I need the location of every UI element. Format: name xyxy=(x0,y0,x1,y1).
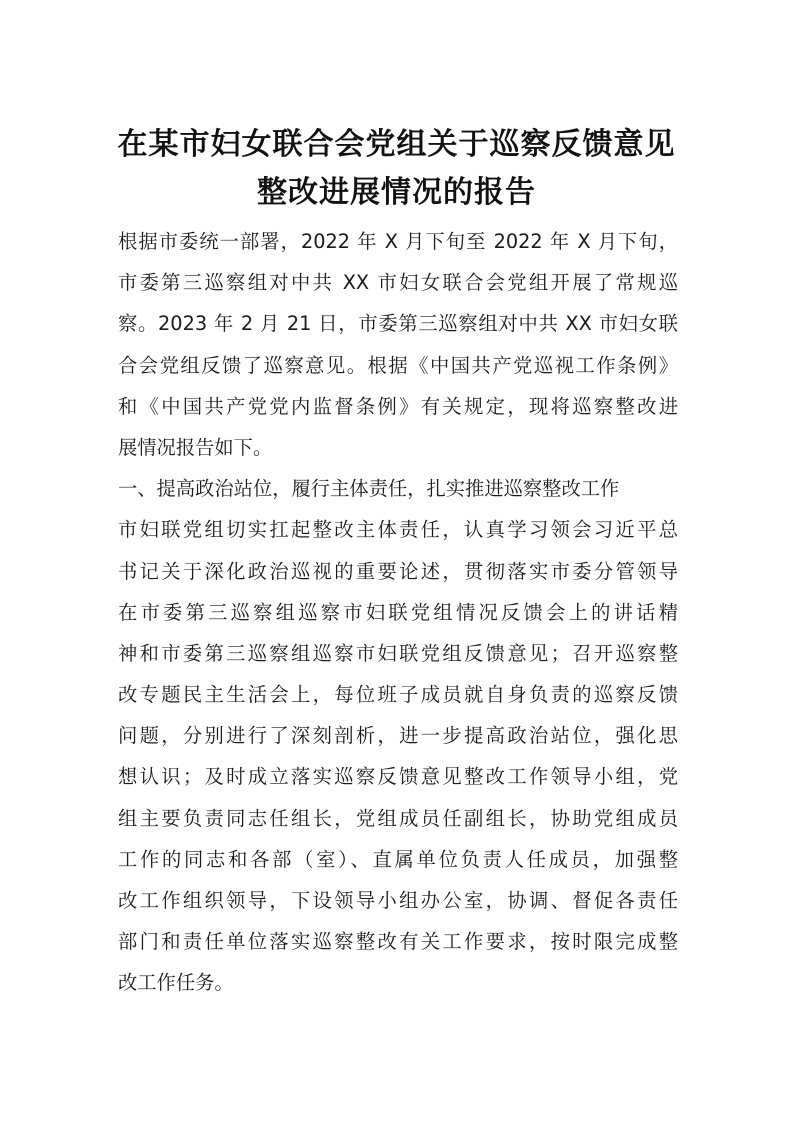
text-line: 组主要负责同志任组长，党组成员任副组长，协助党组成员 xyxy=(118,806,678,830)
document-title-line-2: 整改进展情况的报告 xyxy=(257,175,536,210)
text-line: 想认识；及时成立落实巡察反馈意见整改工作领导小组，党 xyxy=(118,765,678,789)
section-heading-1 xyxy=(118,468,678,509)
text-line: 和《中国共产党党内监督条例》有关规定，现将巡察整改进 xyxy=(118,394,678,418)
text-line: 书记关于深化政治巡视的重要论述，贯彻落实市委分管领导 xyxy=(118,559,678,583)
paragraph-section-1 xyxy=(118,509,678,1003)
text-line: 根据市委统一部署，2022 年 X 月下旬至 2022 年 X 月下旬， xyxy=(118,230,678,253)
document-body xyxy=(118,221,678,1004)
text-line: 改工作任务。 xyxy=(118,971,234,995)
text-line: 市委第三巡察组对中共 XX 市妇女联合会党组开展了常规巡 xyxy=(118,271,678,295)
text-line: 察。2023 年 2 月 21 日，市委第三巡察组对中共 XX 市妇女联 xyxy=(118,312,678,336)
section-heading-text: 一、提高政治站位，履行主体责任，扎实推进巡察整改工作 xyxy=(118,477,620,501)
text-line: 神和市委第三巡察组巡察市妇联党组反馈意见；召开巡察整 xyxy=(118,641,678,665)
text-line: 部门和责任单位落实巡察整改有关工作要求，按时限完成整 xyxy=(118,930,678,954)
text-line: 展情况报告如下。 xyxy=(118,435,273,459)
text-line: 市妇联党组切实扛起整改主体责任，认真学习领会习近平总 xyxy=(118,518,678,542)
document-title-line-1: 在某市妇女联合会党组关于巡察反馈意见 xyxy=(117,127,676,162)
text-line: 合会党组反馈了巡察意见。根据《中国共产党巡视工作条例》 xyxy=(118,353,678,377)
text-line: 改专题民主生活会上，每位班子成员就自身负责的巡察反馈 xyxy=(118,683,678,707)
text-line: 改工作组织领导，下设领导小组办公室，协调、督促各责任 xyxy=(118,889,678,912)
text-line: 工作的同志和各部（室）、直属单位负责人任成员，加强整 xyxy=(118,847,678,871)
text-line: 问题，分别进行了深刻剖析，进一步提高政治站位，强化思 xyxy=(118,724,678,748)
paragraph-intro xyxy=(118,221,678,468)
text-line: 在市委第三巡察组巡察市妇联党组情况反馈会上的讲话精 xyxy=(118,600,678,624)
